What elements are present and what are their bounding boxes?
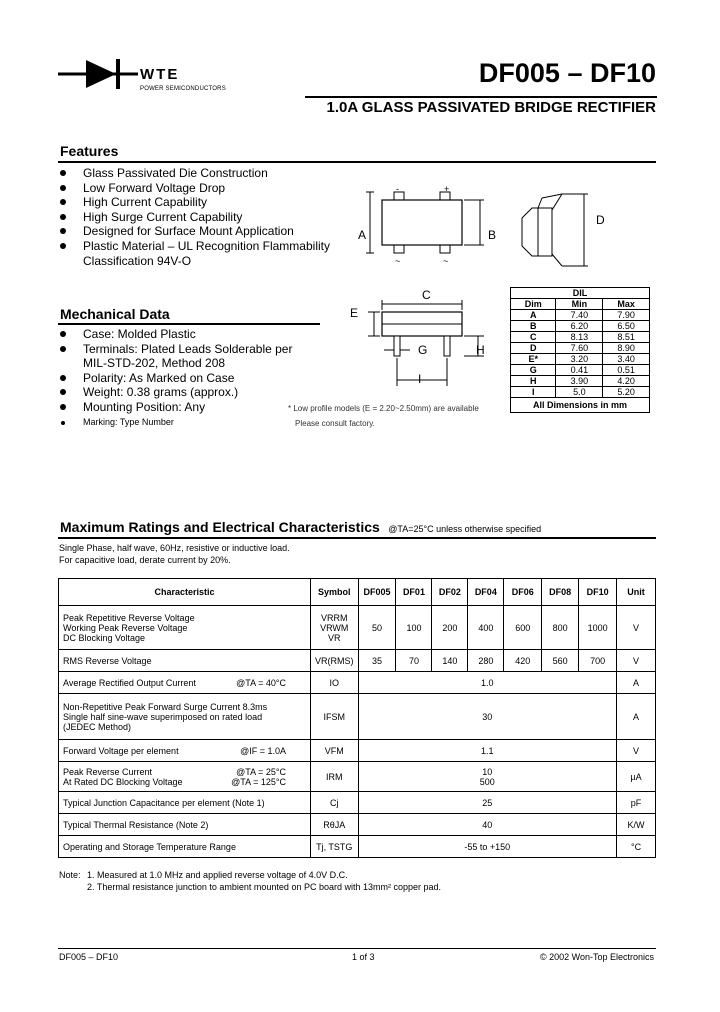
value-line: 10	[482, 766, 493, 777]
dim-label-plus: +	[444, 184, 450, 194]
unit-cell: A	[617, 672, 656, 694]
col-header: DF005	[358, 579, 396, 606]
value-cell: 70	[396, 650, 432, 672]
dim-header: Dim	[511, 299, 556, 310]
value-cell	[358, 762, 617, 792]
dim-cell: 3.40	[603, 354, 650, 365]
table-row	[59, 672, 656, 694]
value-cell: 700	[579, 650, 617, 672]
package-front-view-diagram	[360, 292, 500, 392]
footer-page-number: 1 of 3	[352, 952, 375, 962]
feature-item: Plastic Material – UL Recognition Flammability	[58, 239, 358, 254]
dim-label-minus: -	[396, 184, 399, 194]
cond-text: @TA = 40°C	[236, 677, 287, 688]
char-cell	[59, 672, 311, 694]
dim-header: Min	[556, 299, 603, 310]
char-line: (JEDEC Method)	[63, 721, 132, 732]
dim-cell: 8.90	[603, 343, 650, 354]
value-cell: 25	[358, 792, 617, 814]
value-cell: 420	[504, 650, 542, 672]
col-header: Characteristic	[59, 579, 311, 606]
features-divider	[58, 161, 656, 163]
table-row	[511, 365, 650, 376]
value-cell: 1.1	[358, 740, 617, 762]
char-cell	[59, 694, 311, 740]
ratings-condition: @TA=25°C unless otherwise specified	[388, 524, 542, 534]
dim-cell: 7.40	[556, 310, 603, 321]
dim-cell: 0.41	[556, 365, 603, 376]
mechanical-item: Mounting Position: Any	[58, 400, 338, 415]
features-list	[58, 166, 358, 268]
unit-cell: pF	[617, 792, 656, 814]
feature-item: Glass Passivated Die Construction	[58, 166, 358, 181]
value-cell: 560	[542, 650, 579, 672]
col-header: DF10	[579, 579, 617, 606]
char-text: Forward Voltage per element	[63, 745, 179, 756]
value-cell: 1.0	[358, 672, 617, 694]
mechanical-item: Case: Molded Plastic	[58, 327, 338, 342]
col-header: DF01	[396, 579, 432, 606]
char-cell	[59, 740, 311, 762]
mechanical-item: Weight: 0.38 grams (approx.)	[58, 385, 338, 400]
symbol-line: VR	[328, 632, 341, 643]
table-row	[59, 814, 656, 836]
cond-text: @IF = 1.0A	[240, 745, 287, 756]
low-profile-note: * Low profile models (E = 2.20~2.50mm) are available	[288, 404, 479, 413]
dim-cell: 8.13	[556, 332, 603, 343]
notes-label: Note:	[59, 870, 81, 880]
dim-cell: 0.51	[603, 365, 650, 376]
note-2: 2. Thermal resistance junction to ambient mounted on PC board with 13mm² copper pad.	[87, 882, 442, 892]
char-cell: Typical Thermal Resistance (Note 2)	[59, 814, 311, 836]
dim-cell: D	[511, 343, 556, 354]
table-row	[59, 792, 656, 814]
dim-cell: 3.20	[556, 354, 603, 365]
mechanical-item-cont: MIL-STD-202, Method 208	[83, 356, 226, 371]
char-text: Peak Reverse Current	[63, 766, 153, 777]
dim-label-i: I	[418, 372, 422, 386]
dim-cell: 3.90	[556, 376, 603, 387]
feature-item-cont: Classification 94V-O	[83, 253, 192, 268]
value-cell: 600	[504, 606, 542, 650]
table-row	[511, 321, 650, 332]
dim-cell: 4.20	[603, 376, 650, 387]
dim-cell: 6.50	[603, 321, 650, 332]
col-header: DF06	[504, 579, 542, 606]
dimension-table	[510, 287, 650, 413]
cond-text: @TA = 25°C	[236, 766, 287, 777]
symbol-line: VRRM	[321, 612, 348, 623]
mechanical-item: Terminals: Plated Leads Solderable per	[58, 342, 338, 357]
consult-factory-note: Please consult factory.	[295, 419, 375, 428]
unit-cell: A	[617, 694, 656, 740]
mechanical-heading: Mechanical Data	[60, 306, 170, 322]
unit-cell: V	[617, 740, 656, 762]
page-subtitle: 1.0A GLASS PASSIVATED BRIDGE RECTIFIER	[326, 99, 656, 116]
symbol-cell: RθJA	[311, 814, 359, 836]
mechanical-divider	[58, 323, 320, 325]
table-row	[59, 762, 656, 792]
col-header: DF02	[432, 579, 468, 606]
dim-cell: I	[511, 387, 556, 398]
ratings-divider	[58, 537, 656, 539]
symbol-cell: IRM	[311, 762, 359, 792]
dim-cell: E*	[511, 354, 556, 365]
dim-cell: 8.51	[603, 332, 650, 343]
table-row	[59, 694, 656, 740]
value-cell: 30	[358, 694, 617, 740]
char-cell: RMS Reverse Voltage	[59, 650, 311, 672]
table-row	[511, 310, 650, 321]
unit-cell: K/W	[617, 814, 656, 836]
ratings-table	[58, 578, 656, 858]
dim-header: Max	[603, 299, 650, 310]
col-header: DF04	[468, 579, 504, 606]
feature-item: High Current Capability	[58, 195, 358, 210]
char-line: Single half sine-wave superimposed on rated load	[63, 711, 263, 722]
char-cell: Operating and Storage Temperature Range	[59, 836, 311, 858]
char-cell	[59, 762, 311, 792]
value-cell: 50	[358, 606, 396, 650]
dim-label-tilde-1: ~	[395, 256, 401, 266]
value-cell: 140	[432, 650, 468, 672]
char-cell: Typical Junction Capacitance per element (Note 1)	[59, 792, 311, 814]
symbol-cell: Cj	[311, 792, 359, 814]
col-header: Symbol	[311, 579, 359, 606]
col-header: DF08	[542, 579, 579, 606]
brand-name: WTE	[140, 66, 180, 83]
value-cell: 280	[468, 650, 504, 672]
symbol-line: VRWM	[320, 622, 349, 633]
mechanical-list	[58, 327, 338, 429]
dim-cell: B	[511, 321, 556, 332]
dim-cell: G	[511, 365, 556, 376]
char-text: Average Rectified Output Current	[63, 677, 196, 688]
table-row	[59, 650, 656, 672]
unit-cell: V	[617, 606, 656, 650]
char-line: Working Peak Reverse Voltage	[63, 622, 188, 633]
table-row	[511, 376, 650, 387]
dim-label-a: A	[358, 228, 367, 242]
mechanical-item: Polarity: As Marked on Case	[58, 371, 338, 386]
dim-table-title: DIL	[511, 288, 650, 299]
dim-cell: A	[511, 310, 556, 321]
feature-item: High Surge Current Capability	[58, 210, 358, 225]
value-cell: 200	[432, 606, 468, 650]
unit-cell: µA	[617, 762, 656, 792]
char-line: Peak Repetitive Reverse Voltage	[63, 612, 195, 623]
value-cell: 400	[468, 606, 504, 650]
dim-cell: C	[511, 332, 556, 343]
char-text: At Rated DC Blocking Voltage	[63, 776, 183, 787]
ratings-heading: Maximum Ratings and Electrical Characteristics	[60, 519, 380, 535]
value-cell: 1000	[579, 606, 617, 650]
dim-label-c: C	[422, 288, 431, 302]
dim-label-h: H	[476, 343, 485, 357]
mechanical-item: Marking: Type Number	[58, 415, 338, 430]
symbol-cell: IO	[311, 672, 359, 694]
feature-item: Designed for Surface Mount Application	[58, 224, 358, 239]
footer-left: DF005 – DF10	[59, 952, 119, 962]
table-row	[59, 606, 656, 650]
dim-cell: 7.60	[556, 343, 603, 354]
col-header: Unit	[617, 579, 656, 606]
features-heading: Features	[60, 143, 119, 159]
page-title: DF005 – DF10	[478, 58, 656, 88]
table-row	[59, 836, 656, 858]
value-cell: 100	[396, 606, 432, 650]
footer-copyright: © 2002 Won-Top Electronics	[539, 952, 654, 962]
ratings-intro-2: For capacitive load, derate current by 20%.	[59, 555, 231, 565]
value-cell: 35	[358, 650, 396, 672]
dim-label-e: E	[350, 306, 359, 320]
package-side-view-diagram	[512, 190, 602, 270]
symbol-cell	[311, 606, 359, 650]
symbol-cell: VR(RMS)	[311, 650, 359, 672]
dim-label-g: G	[418, 343, 428, 357]
ratings-heading-row	[60, 519, 541, 537]
table-row	[59, 740, 656, 762]
brand-subtitle: POWER SEMICONDUCTORS	[140, 86, 226, 92]
value-cell: 40	[358, 814, 617, 836]
table-row	[511, 343, 650, 354]
dim-cell: H	[511, 376, 556, 387]
footer-divider	[58, 948, 656, 949]
dim-cell: 6.20	[556, 321, 603, 332]
unit-cell: V	[617, 650, 656, 672]
dim-cell: 5.20	[603, 387, 650, 398]
dim-label-d: D	[596, 213, 605, 227]
title-divider	[305, 96, 657, 98]
symbol-cell: IFSM	[311, 694, 359, 740]
feature-item: Low Forward Voltage Drop	[58, 181, 358, 196]
char-line: DC Blocking Voltage	[63, 632, 146, 643]
value-cell: 800	[542, 606, 579, 650]
symbol-cell: VFM	[311, 740, 359, 762]
value-cell: -55 to +150	[358, 836, 617, 858]
char-line: Non-Repetitive Peak Forward Surge Current 8.3ms	[63, 701, 268, 712]
value-line: 500	[479, 776, 495, 787]
symbol-cell: Tj, TSTG	[311, 836, 359, 858]
wte-logo-icon	[58, 56, 138, 92]
table-row	[511, 332, 650, 343]
note-1: 1. Measured at 1.0 MHz and applied reverse voltage of 4.0V D.C.	[87, 870, 348, 880]
char-cell	[59, 606, 311, 650]
dim-label-tilde-2: ~	[443, 256, 449, 266]
dim-label-b: B	[488, 228, 497, 242]
dim-cell: 7.90	[603, 310, 650, 321]
package-top-view-diagram	[352, 180, 512, 270]
unit-cell: °C	[617, 836, 656, 858]
cond-text: @TA = 125°C	[231, 776, 287, 787]
table-row	[511, 387, 650, 398]
dim-table-footer: All Dimensions in mm	[511, 398, 650, 413]
dim-cell: 5.0	[556, 387, 603, 398]
table-row	[511, 354, 650, 365]
ratings-intro-1: Single Phase, half wave, 60Hz, resistive or inductive load.	[59, 543, 290, 553]
